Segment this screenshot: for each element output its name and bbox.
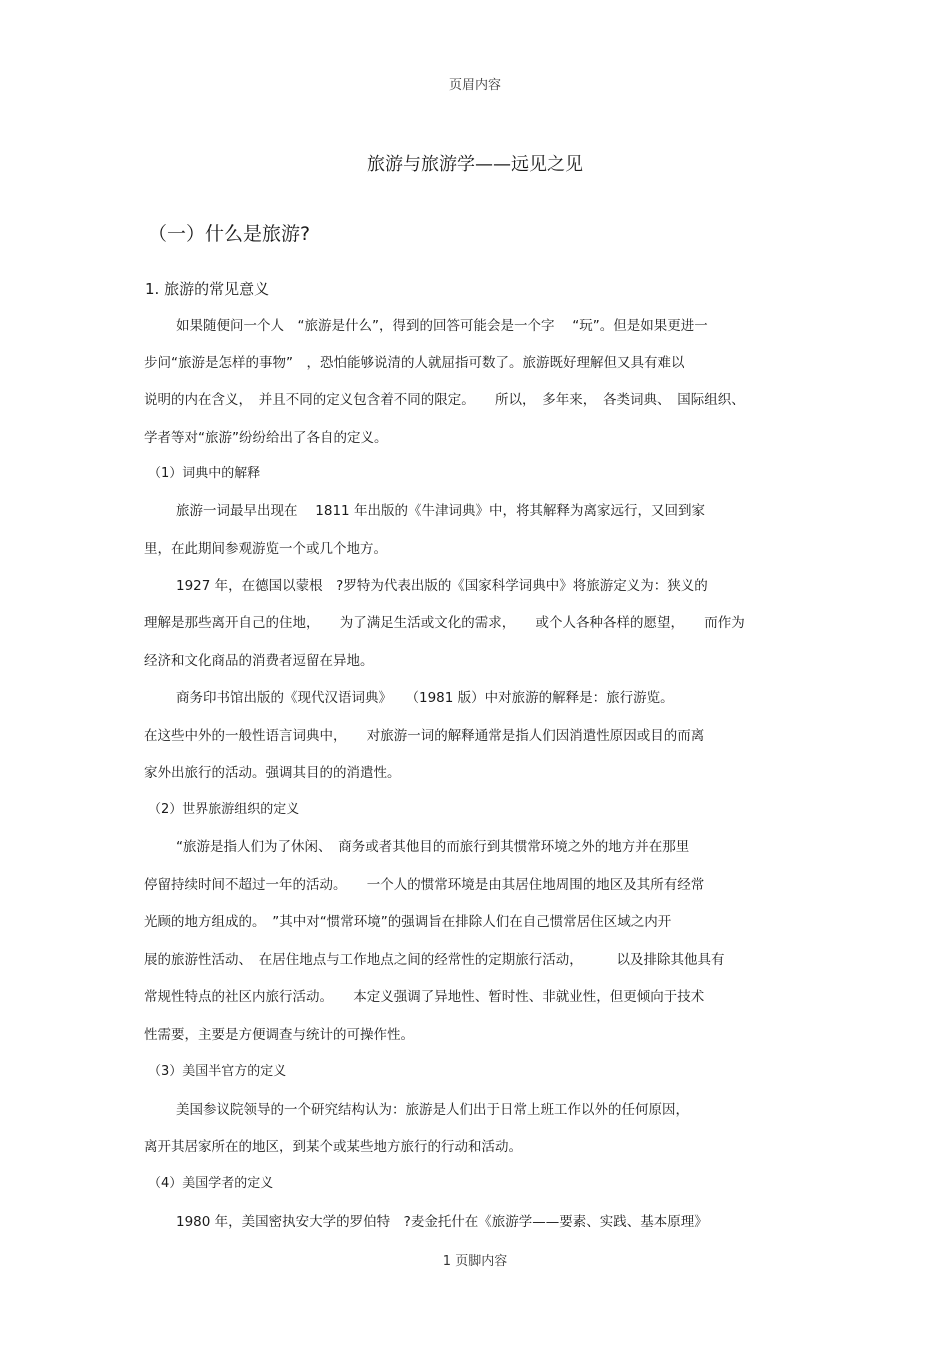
paragraph-line: 美国参议院领导的一个研究结构认为：旅游是人们出于日常上班工作以外的任何原因， [176, 1102, 689, 1118]
page-footer: 1 页脚内容 [442, 1254, 508, 1269]
paragraph-line: 如果随便问一个人 “旅游是什么”，得到的回答可能会是一个字 “玩”。但是如果更进一 [176, 318, 708, 334]
paragraph-line: 旅游一词最早出现在 1811 年出版的《牛津词典》中，将其解释为离家远行，又回到家 [176, 503, 705, 519]
subheading-us-semiofficial: （3）美国半官方的定义 [148, 1064, 287, 1079]
paragraph-line: 商务印书馆出版的《现代汉语词典》 （1981 版）中对旅游的解释是：旅行游览。 [176, 690, 674, 706]
paragraph-line: 家外出旅行的活动。强调其目的的消遣性。 [144, 765, 401, 781]
paragraph-line: 性需要，主要是方便调查与统计的可操作性。 [144, 1027, 414, 1043]
paragraph-line: 里，在此期间参观游览一个或几个地方。 [144, 541, 387, 557]
paragraph-line: 说明的内在含义， 并且不同的定义包含着不同的限定。 所以， 多年来， 各类词典、 国际组织、 [144, 392, 745, 408]
paragraph-line: 停留持续时间不超过一年的活动。 一个人的惯常环境是由其居住地周围的地区及其所有经常 [144, 877, 705, 893]
section-heading: （一）什么是旅游? [148, 223, 311, 245]
paragraph-line: 经济和文化商品的消费者逗留在异地。 [144, 653, 374, 669]
paragraph-line: 1927 年，在德国以蒙根 ?罗特为代表出版的《国家科学词典中》将旅游定义为：狭义的 [176, 578, 708, 594]
paragraph-line: 在这些中外的一般性语言词典中， 对旅游一词的解释通常是指人们因消遣性原因或目的而离 [144, 728, 705, 744]
paragraph-line: 理解是那些离开自己的住地， 为了满足生活或文化的需求， 或个人各种各样的愿望， 而作为 [144, 615, 745, 631]
paragraph-line: 光顾的地方组成的。 ”其中对“惯常环境”的强调旨在排除人们在自己惯常居住区域之内开 [144, 914, 672, 930]
page-header: 页眉内容 [448, 78, 501, 93]
paragraph-line: “旅游是指人们为了休闲、 商务或者其他目的而旅行到其惯常环境之外的地方并在那里 [176, 839, 690, 855]
paragraph-line: 离开其居家所在的地区，到某个或某些地方旅行的行动和活动。 [144, 1139, 522, 1155]
subsection-heading: 1. 旅游的常见意义 [145, 280, 270, 298]
paragraph-line: 学者等对“旅游”纷纷给出了各自的定义。 [144, 430, 388, 446]
document-title: 旅游与旅游学——远见之见 [367, 154, 583, 175]
subheading-unwto: （2）世界旅游组织的定义 [148, 802, 300, 817]
subheading-dictionary: （1）词典中的解释 [148, 466, 261, 481]
subheading-us-scholars: （4）美国学者的定义 [148, 1176, 274, 1191]
paragraph-line: 常规性特点的社区内旅行活动。 本定义强调了异地性、暂时性、非就业性，但更倾向于技术 [144, 989, 705, 1005]
paragraph-line: 1980 年，美国密执安大学的罗伯特 ?麦金托什在《旅游学——要素、实践、基本原理》 [176, 1214, 708, 1230]
paragraph-line: 步问“旅游是怎样的事物” ，恐怕能够说清的人就屈指可数了。旅游既好理解但又具有难以 [144, 355, 685, 371]
paragraph-line: 展的旅游性活动、 在居住地点与工作地点之间的经常性的定期旅行活动， 以及排除其他具有 [144, 952, 725, 968]
